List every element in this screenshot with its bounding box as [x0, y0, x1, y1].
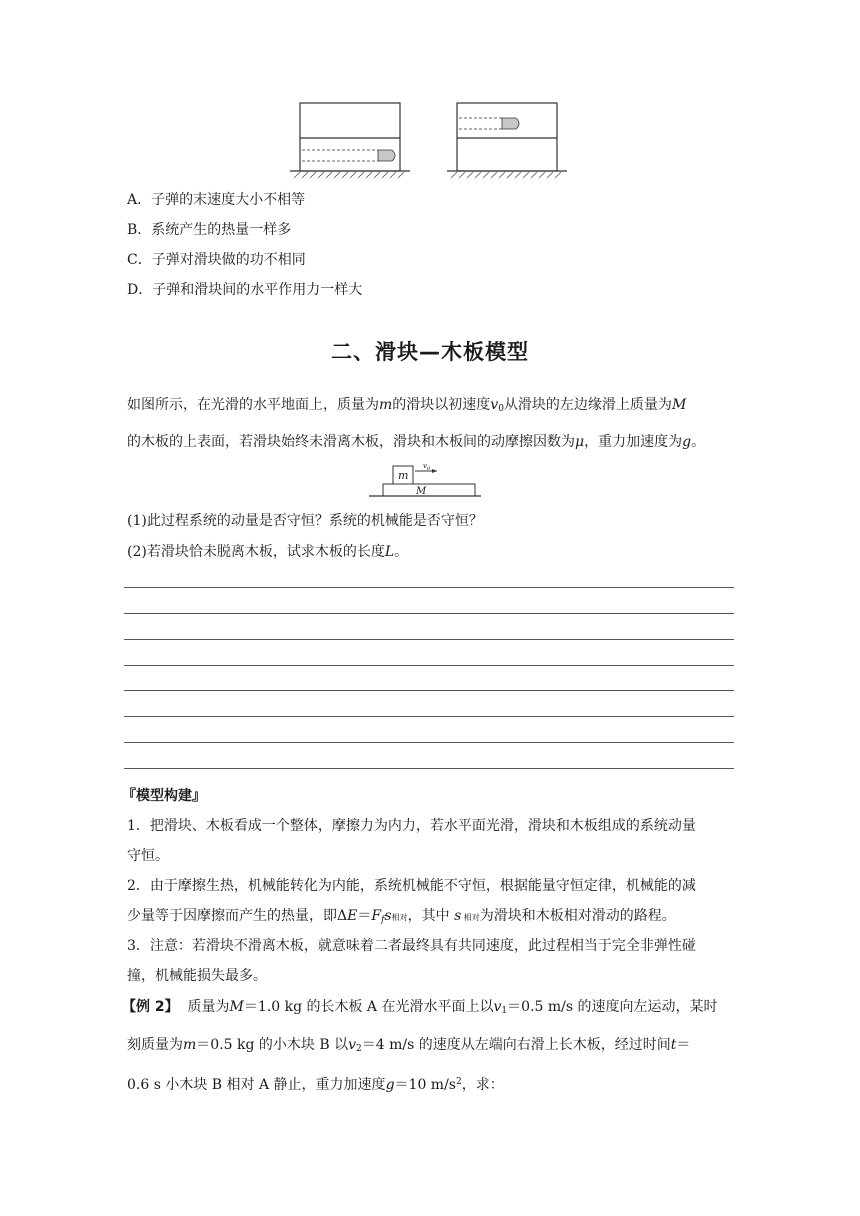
- intro-line-1: 如图所示，在光滑的水平地面上，质量为m的滑块以初速度$v_0$从滑块的左边缘滑上质量为M: [127, 397, 687, 414]
- question-2: (2)若滑块恰未脱离木板，试求木板的长度L。: [127, 544, 409, 560]
- answer-line: [124, 613, 734, 614]
- point-1-line-1: 1．把滑块、木板看成一个整体，摩擦力为内力，若水平面光滑，滑块和木板组成的系统动量: [127, 818, 696, 834]
- answer-line: [124, 768, 734, 769]
- bullet-block-figure: [290, 98, 570, 180]
- example-line-2: 刻质量为m＝0.5 kg 的小木块 B 以$v_2=4$ m/s 的速度从左端向右滑上长木板，经过时间t＝: [127, 1037, 691, 1054]
- point-2-line-2: 少量等于因摩擦而产生的热量，即$\Delta E=F_fs$相对，其中 s 相对为滑块和木板相对滑动的路程。: [127, 908, 676, 925]
- block-board-figure: [365, 462, 485, 504]
- answer-line: [124, 716, 734, 717]
- example-line-1: 【例 2】 质量为M＝1.0 kg 的长木板 A 在光滑水平面上以$v_1=0.5$ m/s 的速度向左运动，某时: [122, 999, 718, 1016]
- model-tag: 『模型构建』: [122, 788, 206, 804]
- board-label: M: [416, 486, 427, 497]
- section-title: 二、滑块—木板模型: [331, 340, 529, 364]
- point-3-line-2: 撞，机械能损失最多。: [127, 968, 267, 984]
- block-label: m: [398, 469, 409, 482]
- example-tag: 【例 2】: [122, 999, 179, 1015]
- example-line-3: 0.6 s 小木块 B 相对 A 静止，重力加速度g＝10 $m/s^2$，求：: [127, 1077, 504, 1093]
- option-d: D．子弹和滑块间的水平作用力一样大: [127, 282, 363, 298]
- point-2-line-1: 2．由于摩擦生热，机械能转化为内能，系统机械能不守恒，根据能量守恒定律，机械能的减: [127, 878, 696, 894]
- option-a: A．子弹的末速度大小不相等: [127, 192, 306, 208]
- option-c: C．子弹对滑块做的功不相同: [127, 252, 306, 268]
- answer-line: [124, 665, 734, 666]
- question-1: (1)此过程系统的动量是否守恒？系统的机械能是否守恒？: [127, 513, 483, 529]
- answer-line: [124, 690, 734, 691]
- intro-line-2: 的木板的上表面，若滑块始终未滑离木板，滑块和木板间的动摩擦因数为μ，重力加速度为g。: [127, 434, 706, 450]
- point-1-line-2: 守恒。: [127, 848, 169, 864]
- point-3-line-1: 3．注意：若滑块不滑离木板，就意味着二者最终具有共同速度，此过程相当于完全非弹性碰: [127, 938, 696, 954]
- answer-line: [124, 742, 734, 743]
- answer-line: [124, 639, 734, 640]
- answer-line: [124, 587, 734, 588]
- option-b: B．系统产生的热量一样多: [127, 222, 292, 238]
- svg-text:v0: $v_0$: [423, 462, 431, 472]
- velocity-label: v: [423, 462, 427, 470]
